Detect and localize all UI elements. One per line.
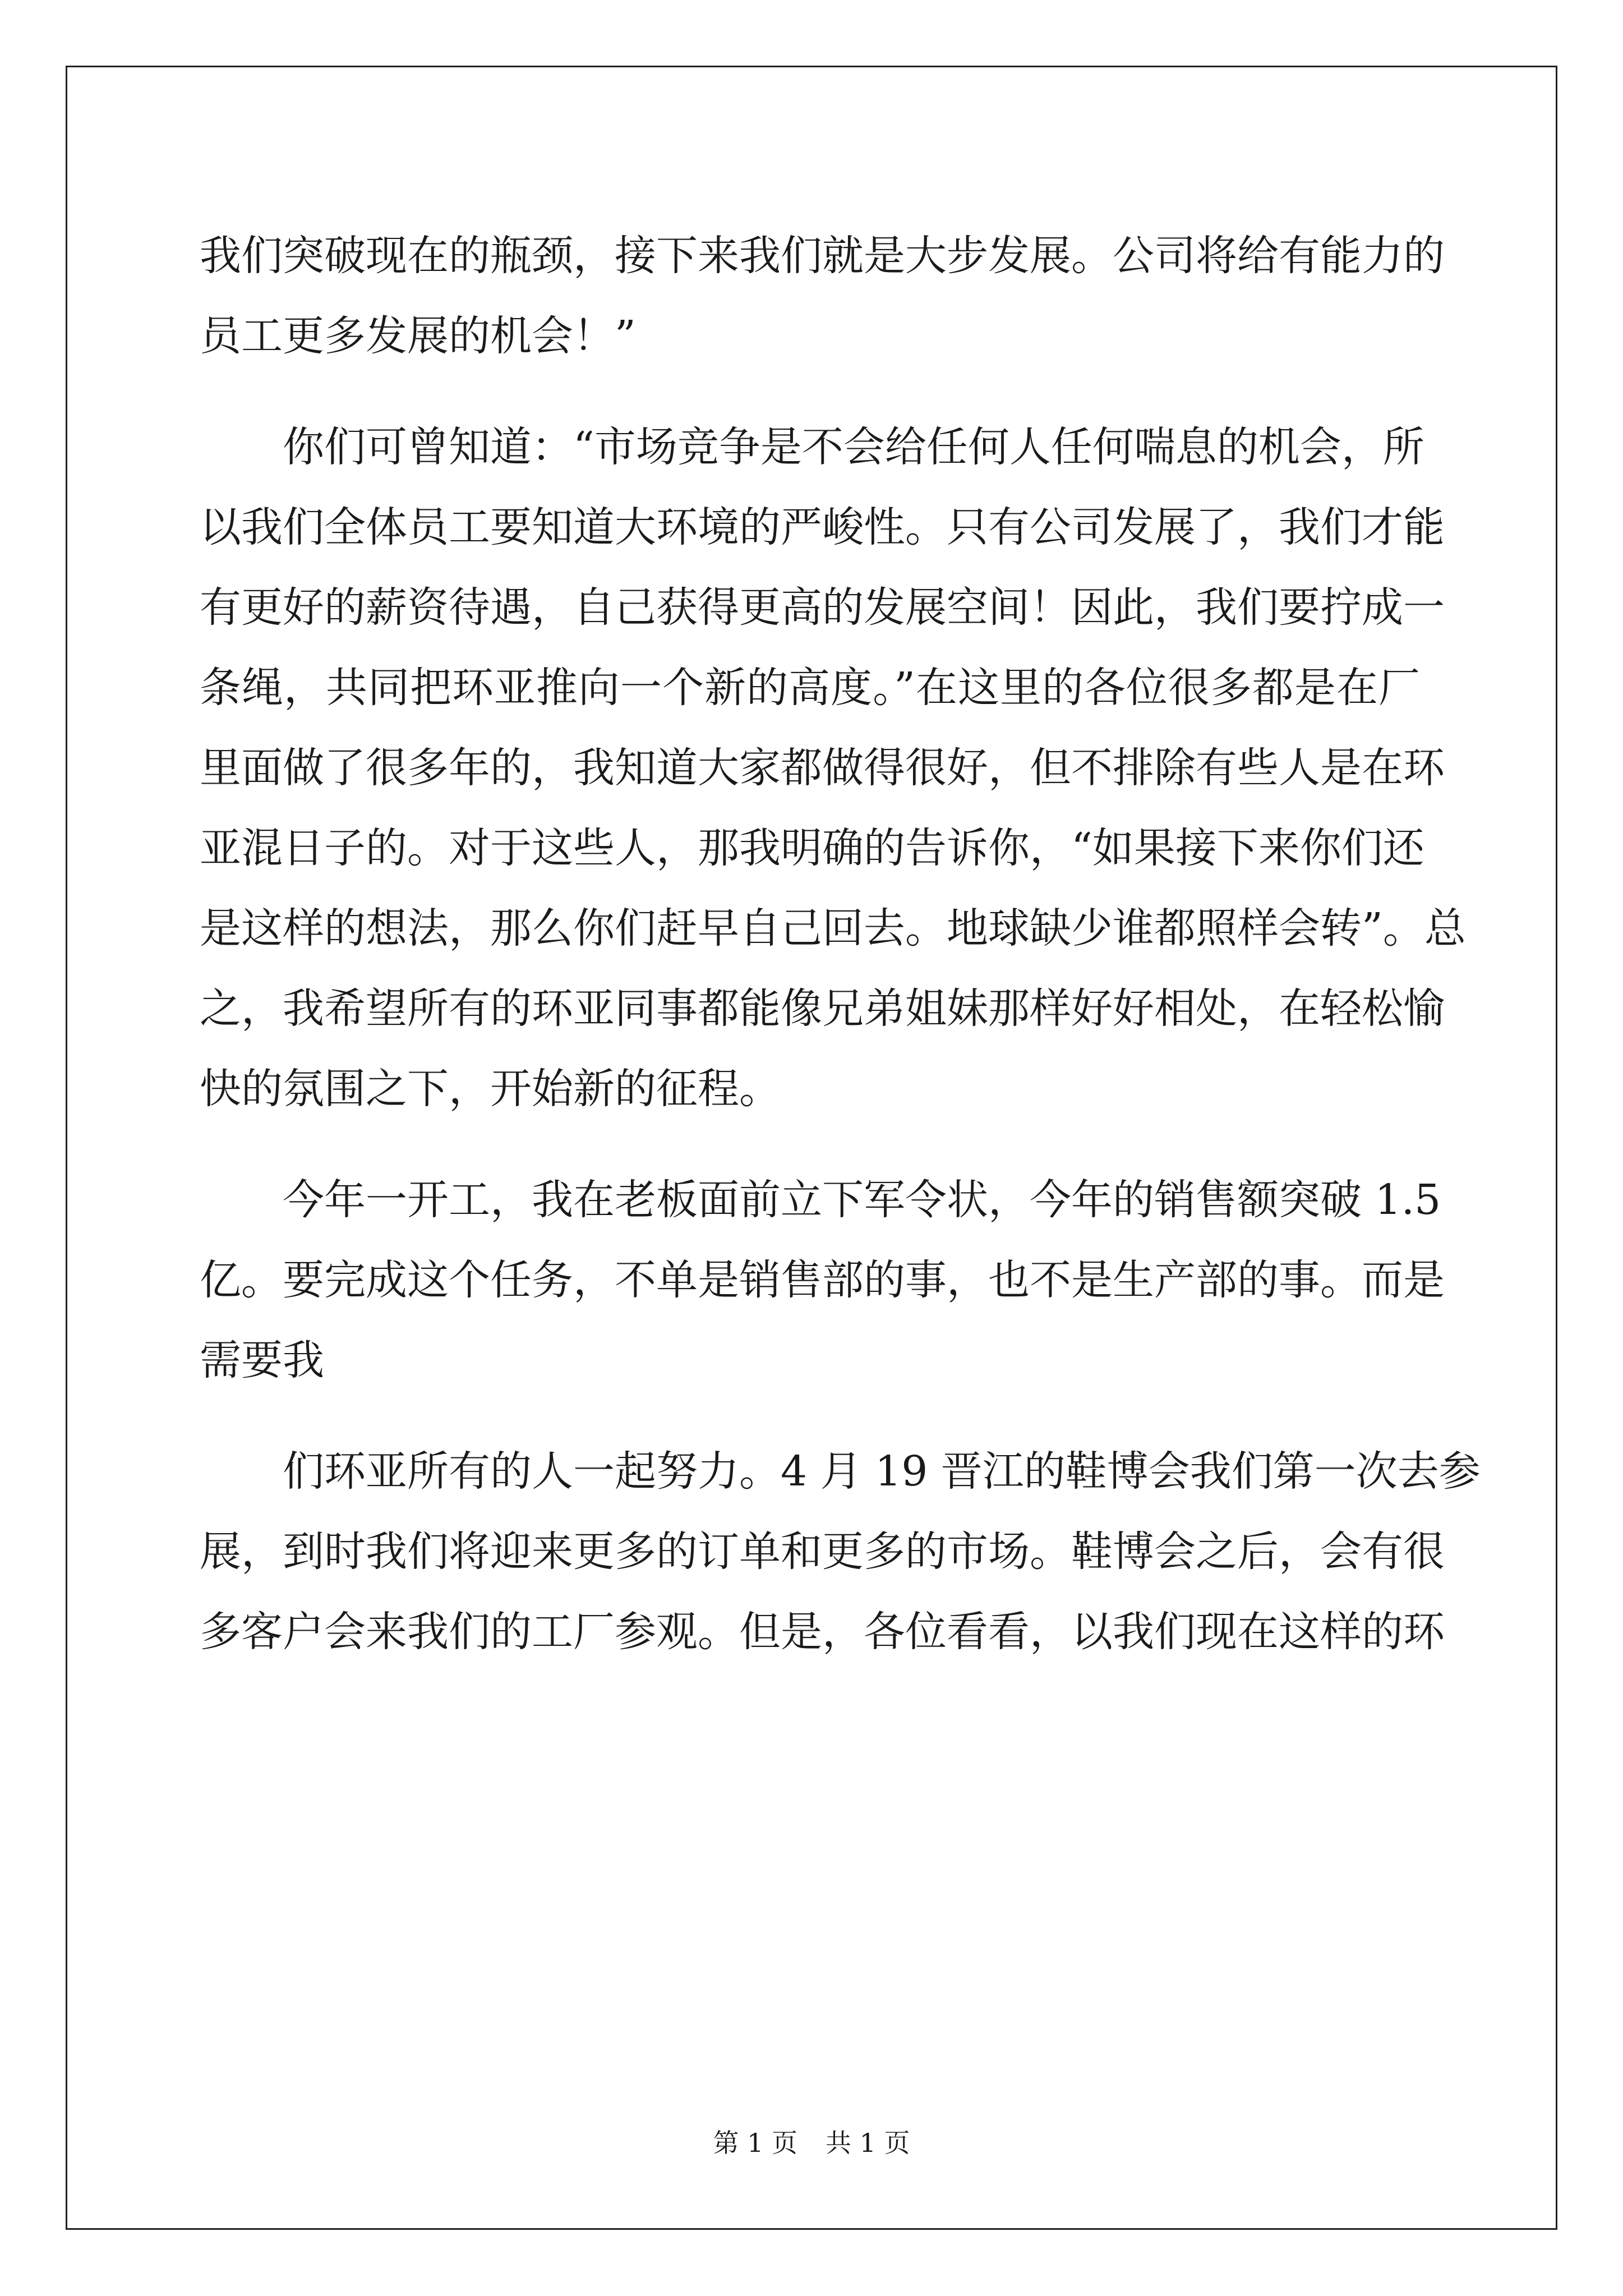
text-line: 展，到时我们将迎来更多的订单和更多的市场。鞋博会之后，会有很 [200,1527,1445,1576]
page-number: 第 1 页 [713,2128,797,2158]
paragraph [200,216,1445,376]
text-line: 们环亚所有的人一起努力。4 月 19 晋江的鞋博会我们第一次去参 [283,1447,1481,1496]
text-line: 以我们全体员工要知道大环境的严峻性。只有公司发展了，我们才能 [200,503,1445,551]
text-line: 亿。要完成这个任务，不单是销售部的事，也不是生产部的事。而是 [200,1256,1445,1304]
text-line: 是这样的想法，那么你们赶早自己回去。地球缺少谁都照样会转”。总 [200,904,1466,953]
text-line: 之，我希望所有的环亚同事都能像兄弟姐妹那样好好相处，在轻松愉 [200,984,1445,1033]
text-line: 今年一开工，我在老板面前立下军令状，今年的销售额突破 1.5 [283,1176,1441,1224]
paragraph [200,407,1466,1129]
text-line: 你们可曾知道：“市场竞争是不会给任何人任何喘息的机会，所 [283,423,1424,471]
text-line: 有更好的薪资待遇，自己获得更高的发展空间！因此，我们要拧成一 [200,583,1445,632]
paragraph [200,1160,1445,1401]
text-line: 需要我 [200,1336,324,1384]
text-line: 条绳，共同把环亚推向一个新的高度。”在这里的各位很多都是在厂 [200,664,1420,712]
text-line: 员工更多发展的机会！” [200,312,636,360]
document-body [200,216,1481,1672]
paragraph [200,1432,1481,1672]
text-line: 快的氛围之下，开始新的征程。 [200,1065,781,1113]
text-line: 我们突破现在的瓶颈，接下来我们就是大步发展。公司将给有能力的 [200,232,1445,280]
text-line: 里面做了很多年的，我知道大家都做得很好，但不排除有些人是在环 [200,744,1445,792]
page-footer [0,2126,1623,2160]
text-line: 多客户会来我们的工厂参观。但是，各位看看，以我们现在这样的环 [200,1608,1445,1656]
text-line: 亚混日子的。对于这些人，那我明确的告诉你，“如果接下来你们还 [200,824,1424,872]
page-total: 共 1 页 [826,2128,910,2158]
